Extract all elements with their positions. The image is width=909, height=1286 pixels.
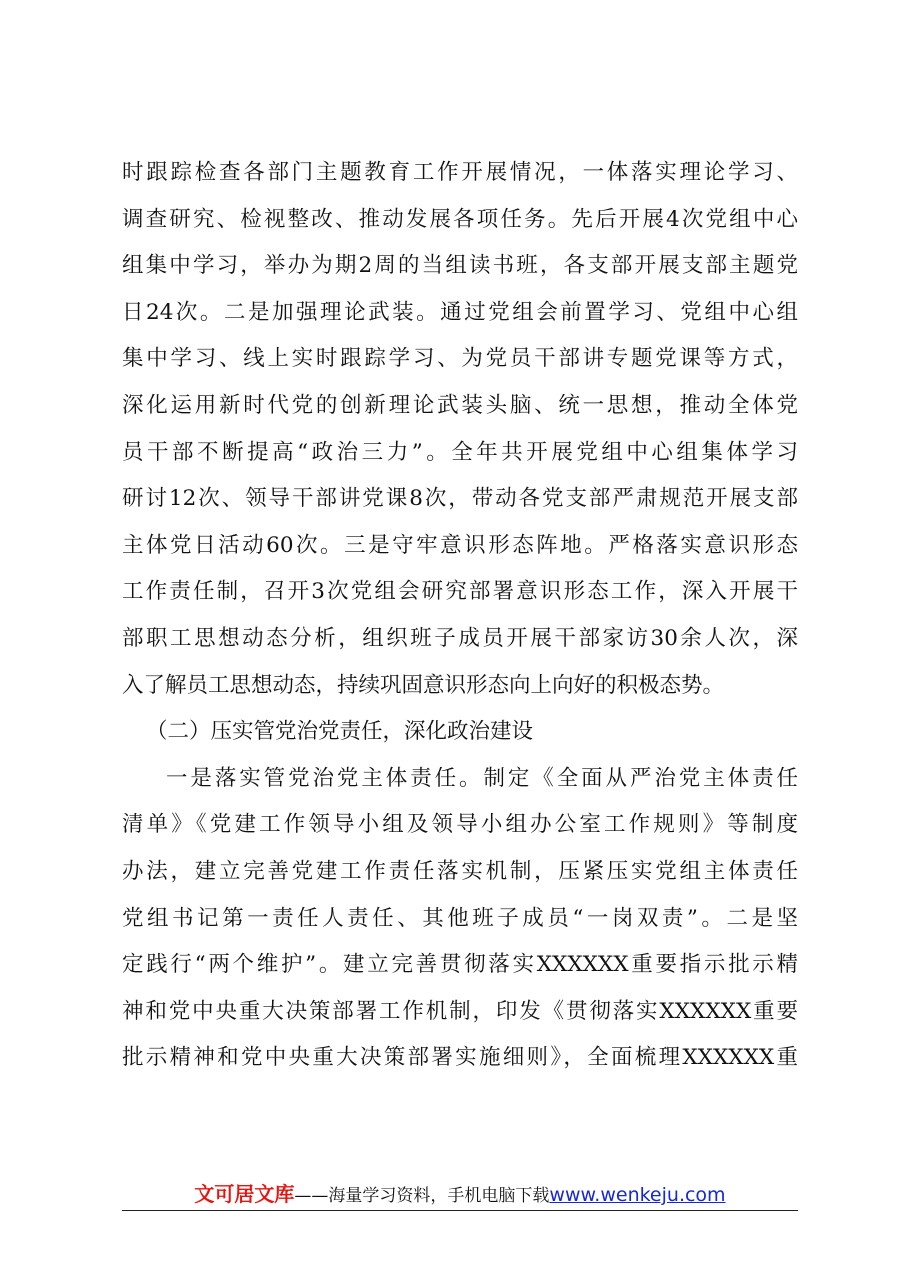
- body-line: 神和党中央重大决策部署工作机制，印发《贯彻落实XXXXXX重要: [122, 998, 798, 1024]
- footer-divider: [122, 1210, 798, 1211]
- body-line: 组集中学习，举办为期2周的当组读书班，各支部开展支部主题党: [122, 253, 798, 279]
- footer-tagline: ——海量学习资料，手机电脑下载: [294, 1186, 550, 1206]
- body-line: 员干部不断提高“政治三力”。全年共开展党组中心组集体学习: [122, 439, 798, 465]
- page-footer: [122, 1180, 798, 1210]
- body-line: 定践行“两个维护”。建立完善贯彻落实XXXXXX重要指示批示精: [122, 952, 798, 978]
- document-body: [122, 150, 798, 1082]
- footer-link[interactable]: www.wenkeju.com: [549, 1184, 726, 1206]
- body-line: 部职工思想动态分析，组织班子成员开展干部家访30余人次，深: [122, 625, 798, 651]
- body-line: 党组书记第一责任人责任、其他班子成员“一岗双责”。二是坚: [122, 905, 798, 931]
- body-line: 工作责任制，召开3次党组会研究部署意识形态工作，深入开展干: [122, 579, 798, 605]
- body-line: 批示精神和党中央重大决策部署实施细则》，全面梳理XXXXXX重: [122, 1045, 798, 1071]
- body-line: 研讨12次、领导干部讲党课8次，带动各党支部严肃规范开展支部: [122, 486, 798, 512]
- body-line: 深化运用新时代党的创新理论武装头脑、统一思想，推动全体党: [122, 392, 798, 418]
- body-line: 入了解员工思想动态，持续巩固意识形态向上向好的积极态势。: [122, 672, 725, 698]
- body-line: 办法，建立完善党建工作责任落实机制，压紧压实党组主体责任: [122, 858, 798, 884]
- body-line: 集中学习、线上实时跟踪学习、为党员干部讲专题党课等方式，: [122, 346, 798, 372]
- body-line: 调查研究、检视整改、推动发展各项任务。先后开展4次党组中心: [122, 206, 798, 232]
- body-line: 清单》《党建工作领导小组及领导小组办公室工作规则》等制度: [122, 812, 798, 838]
- body-line: 一是落实管党治党主体责任。制定《全面从严治党主体责任: [166, 765, 798, 791]
- body-line: 时跟踪检查各部门主题教育工作开展情况，一体落实理论学习、: [122, 160, 798, 185]
- section-heading: （二）压实管党治党责任，深化政治建设: [146, 719, 534, 745]
- body-line: 日24次。二是加强理论武装。通过党组会前置学习、党组中心组: [122, 299, 798, 325]
- footer-brand: 文可居文库: [194, 1182, 295, 1206]
- body-line: 主体党日活动60次。三是守牢意识形态阵地。严格落实意识形态: [122, 532, 798, 558]
